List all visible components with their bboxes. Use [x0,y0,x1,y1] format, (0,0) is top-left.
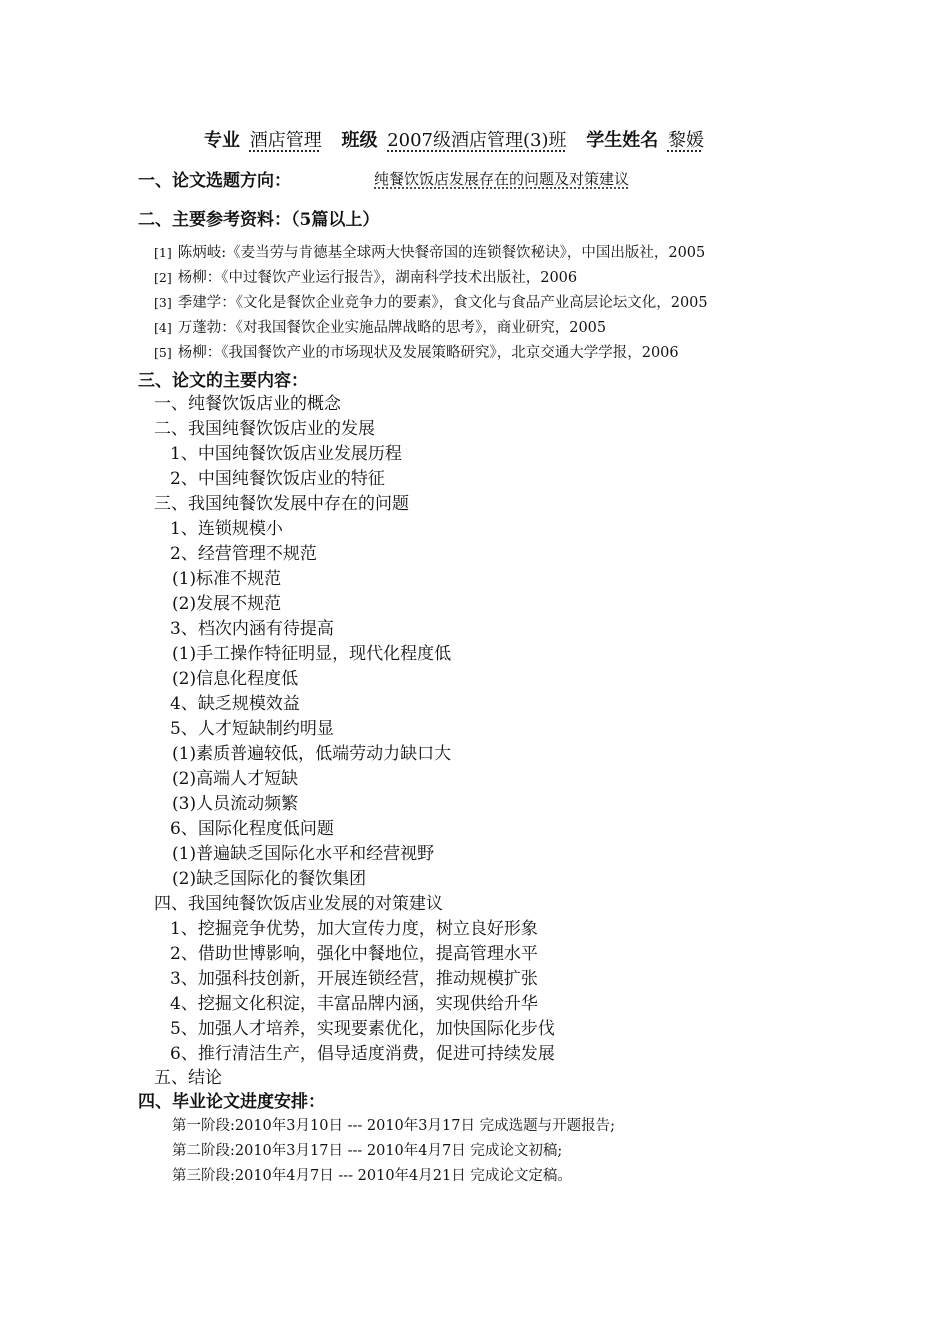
outline-item: 3、加强科技创新，开展连锁经营，推动规模扩张 [170,969,538,989]
outline-item: (1)素质普遍较低，低端劳动力缺口大 [172,744,452,764]
outline-item: 二、我国纯餐饮饭店业的发展 [154,419,375,439]
outline-item: (2)缺乏国际化的餐饮集团 [172,869,367,889]
outline-item: 1、连锁规模小 [170,519,283,539]
outline-item: 6、推行清洁生产，倡导适度消费，促进可持续发展 [170,1044,555,1064]
reference-item: [1] 陈炳岐:《麦当劳与肯德基全球两大快餐帝国的连锁餐饮秘诀》，中国出版社，2005 [154,245,706,261]
schedule-item: 第一阶段:2010年3月10日 --- 2010年3月17日 完成选题与开题报告; [172,1118,615,1134]
schedule-item: 第二阶段:2010年3月17日 --- 2010年4月7日 完成论文初稿; [172,1143,563,1159]
outline-item: 1、中国纯餐饮饭店业发展历程 [170,444,402,464]
major-value: 酒店管理 [249,130,322,151]
student-label: 学生姓名 [586,130,659,151]
reference-item: [2] 杨柳：《中过餐饮产业运行报告》，湖南科学技术出版社，2006 [154,270,578,286]
class-value: 2007级酒店管理(3)班 [387,130,567,151]
outline-item: 5、人才短缺制约明显 [170,719,334,739]
outline-item: (1)标准不规范 [172,569,282,589]
major-label: 专业 [204,130,240,151]
outline-item: 4、缺乏规模效益 [170,694,300,714]
outline-item: (1)手工操作特征明显，现代化程度低 [172,644,452,664]
outline-item: 2、中国纯餐饮饭店业的特征 [170,469,385,489]
reference-item: [4] 万蓬勃：《对我国餐饮企业实施品牌战略的思考》，商业研究，2005 [154,320,607,336]
outline-item: 2、经营管理不规范 [170,544,317,564]
section-references-title: 二、主要参考资料：（5篇以上） [138,210,380,230]
section-schedule-title: 四、毕业论文进度安排： [138,1092,325,1112]
outline-item: (3)人员流动频繁 [172,794,299,814]
outline-item: (2)发展不规范 [172,594,282,614]
outline-item: (2)信息化程度低 [172,669,299,689]
section-topic-title: 一、论文选题方向： [138,171,291,191]
outline-item: (2)高端人才短缺 [172,769,299,789]
outline-item: 一、纯餐饮饭店业的概念 [154,394,341,414]
reference-item: [3] 季建学：《文化是餐饮企业竞争力的要素》，食文化与食品产业高层论坛文化，2005 [154,295,708,311]
outline-item: 1、挖掘竞争优势，加大宣传力度，树立良好形象 [170,919,538,939]
section-content-title: 三、论文的主要内容： [138,371,308,391]
outline-item: 四、我国纯餐饮饭店业发展的对策建议 [154,894,443,914]
schedule-item: 第三阶段:2010年4月7日 --- 2010年4月21日 完成论文定稿。 [172,1168,572,1184]
info-header [204,126,718,152]
reference-item: [5] 杨柳：《我国餐饮产业的市场现状及发展策略研究》，北京交通大学学报，2006 [154,345,679,361]
outline-item: 6、国际化程度低问题 [170,819,334,839]
outline-item: 三、我国纯餐饮发展中存在的问题 [154,494,409,514]
class-label: 班级 [341,130,378,151]
outline-item: 3、档次内涵有待提高 [170,619,334,639]
outline-item: (1)普遍缺乏国际化水平和经营视野 [172,844,435,864]
outline-item: 5、加强人才培养，实现要素优化，加快国际化步伐 [170,1019,555,1039]
outline-item: 4、挖掘文化积淀，丰富品牌内涵，实现供给升华 [170,994,538,1014]
student-value: 黎媛 [667,130,704,151]
section-topic-value: 纯餐饮饭店发展存在的问题及对策建议 [374,170,630,188]
outline-item: 2、借助世博影响，强化中餐地位，提高管理水平 [170,944,538,964]
outline-item: 五、结论 [154,1068,222,1088]
